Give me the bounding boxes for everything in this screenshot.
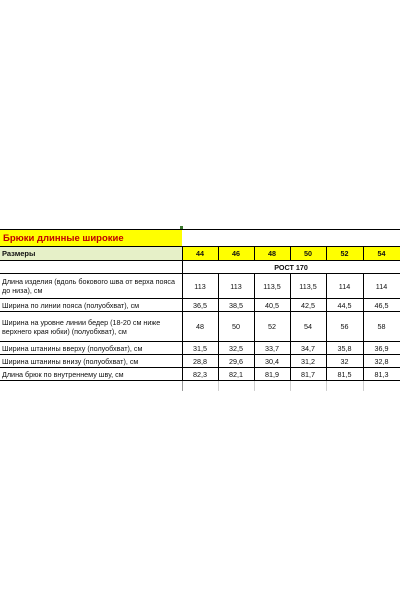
cell-value: 81,3 [363, 368, 400, 381]
cell-value: 32,5 [218, 342, 254, 355]
cell-value: 34,7 [290, 342, 326, 355]
cell-value: 31,5 [182, 342, 218, 355]
cell-value: 42,5 [290, 299, 326, 312]
table-row [0, 368, 400, 381]
cell-value: 82,3 [182, 368, 218, 381]
size-header: 46 [218, 247, 254, 261]
size-chart-sheet [0, 229, 400, 391]
cell-value: 40,5 [254, 299, 290, 312]
cell-value: 81,7 [290, 368, 326, 381]
size-header: 54 [363, 247, 400, 261]
size-header: 50 [290, 247, 326, 261]
cell-value: 54 [290, 312, 326, 342]
row-label: Ширина по линии пояса (полуобхват), см [0, 299, 182, 312]
cell-value: 36,5 [182, 299, 218, 312]
table-row [0, 312, 400, 342]
size-header: 48 [254, 247, 290, 261]
table-row [0, 299, 400, 312]
cell-value: 31,2 [290, 355, 326, 368]
table-row [0, 274, 400, 299]
cell-value: 114 [326, 274, 363, 299]
cell-value: 56 [326, 312, 363, 342]
cell-value: 82,1 [218, 368, 254, 381]
cell-value: 28,8 [182, 355, 218, 368]
selection-handle-icon [180, 226, 183, 229]
size-header: 44 [182, 247, 218, 261]
row-label: Длина брюк по внутреннему шву, см [0, 368, 182, 381]
cell-value: 113,5 [290, 274, 326, 299]
cell-value: 50 [218, 312, 254, 342]
cell-value: 33,7 [254, 342, 290, 355]
cell-value: 38,5 [218, 299, 254, 312]
cell-value: 113,5 [254, 274, 290, 299]
size-header: 52 [326, 247, 363, 261]
cell-value: 44,5 [326, 299, 363, 312]
height-label: РОСТ 170 [182, 261, 400, 274]
row-label: Длина изделия (вдоль бокового шва от верха пояса до низа), см [0, 274, 182, 299]
cell-value: 81,9 [254, 368, 290, 381]
cell-value: 46,5 [363, 299, 400, 312]
cell-value: 113 [218, 274, 254, 299]
table-row [0, 355, 400, 368]
cell-value: 58 [363, 312, 400, 342]
table-row [0, 342, 400, 355]
cell-value: 52 [254, 312, 290, 342]
cell-value: 32,8 [363, 355, 400, 368]
row-label: Ширина штанины внизу (полуобхват), см [0, 355, 182, 368]
cell-value: 35,8 [326, 342, 363, 355]
cell-value: 48 [182, 312, 218, 342]
cell-value: 30,4 [254, 355, 290, 368]
cell-value: 36,9 [363, 342, 400, 355]
row-label: Ширина штанины вверху (полуобхват), см [0, 342, 182, 355]
size-chart-table [0, 229, 400, 391]
sizes-header-label: Размеры [0, 247, 182, 261]
row-label: Ширина на уровне линии бедер (18-20 см ниже верхнего края юбки) (полуобхват), см [0, 312, 182, 342]
table-title: Брюки длинные широкие [0, 230, 182, 247]
cell-value: 113 [182, 274, 218, 299]
cell-value: 29,6 [218, 355, 254, 368]
cell-value: 81,5 [326, 368, 363, 381]
empty-row [0, 381, 400, 392]
cell-value: 32 [326, 355, 363, 368]
cell-value: 114 [363, 274, 400, 299]
